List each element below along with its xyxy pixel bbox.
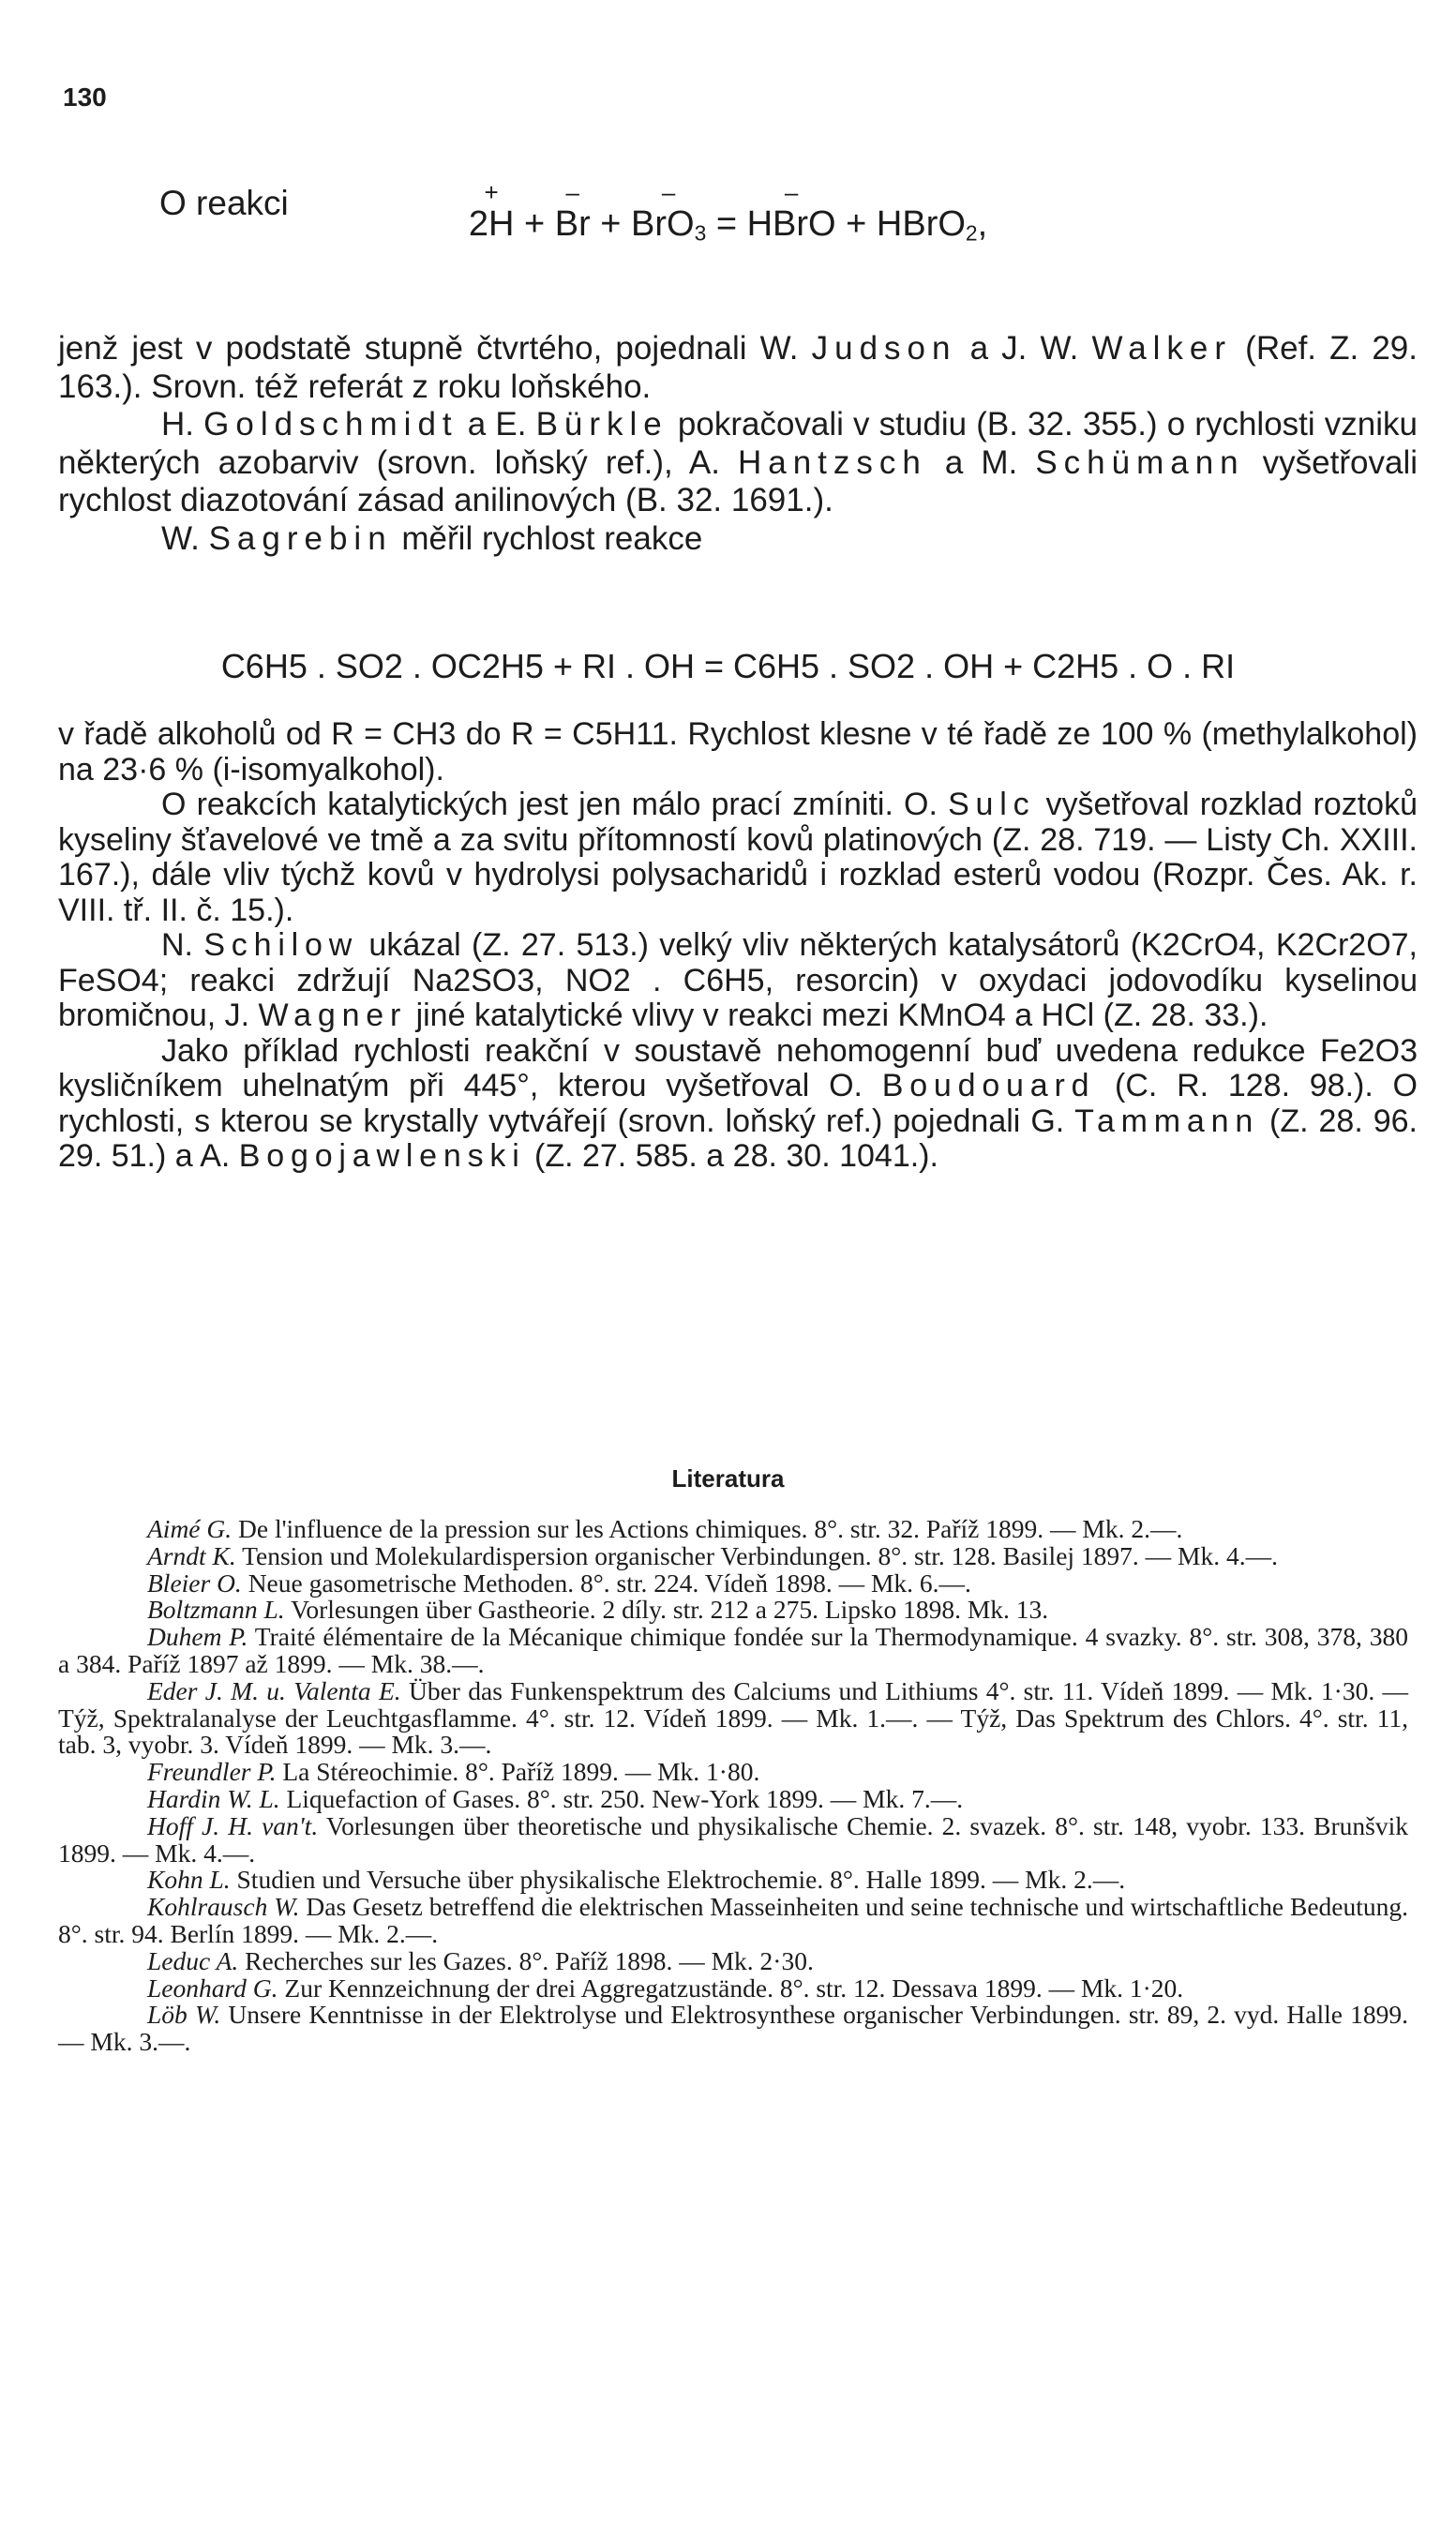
author-name: Schilow (203, 927, 359, 963)
entry-text: De l'influence de la pression sur les Actions chimiques. 8°. str. 32. Paříž 1899. — Mk. 2.—. (232, 1514, 1183, 1543)
eq1-h: + 2H (469, 204, 515, 245)
literature-entry (58, 1675, 1408, 1760)
entry-text: Das Gesetz betreffend die elektrischen Masseinheiten und seine technische und wirtschaftliche Bedeutung. 8°. str. 94. Berlín 1899. — Mk. 2.—. (58, 1892, 1408, 1948)
entry-text: Traité élémentaire de la Mécanique chimique fondée sur la Thermodynamique. 4 svazky. 8°. str. 308, 378, 380 a 384. Paříž 1897 až 1899. — Mk. 38.—. (58, 1622, 1408, 1678)
entry-author: Löb W. (147, 2000, 221, 2030)
entry-author: Kohn L. (147, 1865, 231, 1895)
author-name: Sagrebin (208, 519, 393, 557)
literature-entry (58, 1975, 1408, 2003)
author-name: Sulc (948, 787, 1036, 822)
entry-author: Boltzmann L. (147, 1595, 285, 1625)
entry-author: Hoff J. H. van't. (147, 1810, 319, 1840)
author-name: Boudouard (881, 1068, 1096, 1103)
literature-entry (58, 1516, 1408, 1543)
author-name: Tammann (1074, 1103, 1260, 1139)
section-heading: O reakci (159, 184, 289, 222)
literature-entry (58, 1597, 1408, 1624)
author-name: Bogojawlenski (238, 1138, 526, 1174)
entry-text: Vorlesungen über Gastheorie. 2 díly. str. 212 a 275. Lipsko 1898. Mk. 13. (284, 1595, 1049, 1625)
body-text-upper (58, 330, 1418, 558)
body-text-lower (58, 717, 1418, 1175)
entry-author: Bleier O. (147, 1568, 242, 1598)
reaction-equation-2: C6H5 . SO2 . OC2H5 + RI . OH = C6H5 . SO2 . OH + C2H5 . O . RI (220, 647, 1236, 685)
entry-text: Studien und Versuche über physikalische Elektrochemie. 8°. Halle 1899. — Mk. 2.—. (230, 1865, 1126, 1895)
literature-entry (58, 1624, 1408, 1678)
eq1-hbro: – HBrO (747, 204, 836, 245)
paragraph-3: W. Sagrebin měřil rychlost reakce (161, 519, 703, 557)
entry-text: Liquefaction of Gases. 8°. str. 250. New-York 1899. — Mk. 7.—. (279, 1783, 964, 1813)
entry-author: Leonhard G. (147, 1973, 278, 2003)
author-name: Schümann (1035, 443, 1245, 481)
author-name: Judson (811, 330, 957, 367)
entry-text: La Stéreochimie. 8°. Paříž 1899. — Mk. 1·80. (276, 1757, 760, 1787)
entry-text: Vorlesungen über theoretische und physikalische Chemie. 2. svazek. 8°. str. 148, vyobr. 133. Brunšvik 1899. — Mk. 4.—. (58, 1810, 1408, 1868)
entry-author: Arndt K. (147, 1540, 236, 1570)
entry-author: Duhem P. (147, 1622, 248, 1652)
entry-text: Neue gasometrische Methoden. 8°. str. 224. Vídeň 1898. — Mk. 6.—. (241, 1568, 971, 1598)
literature-entry (58, 1945, 1408, 1975)
literature-entry (58, 1810, 1408, 1868)
entry-text: Über das Funkenspektrum des Calciums und Lithiums 4°. str. 11. Vídeň 1899. — Mk. 1·30. — Týž, Spektralanalyse der Leuchtgasflamme. 4°. str. 12. Vídeň 1899. — Mk. 1.—. — Týž, Das Spektrum des Chlors. 4°. str. 11, tab. 3, vyobr. 3. Vídeň 1899. — Mk. 3.—. (58, 1675, 1408, 1760)
paragraph-6: N. Schilow ukázal (Z. 27. 513.) velký vliv některých katalysátorů (K2CrO4, K2Cr2O7, FeSO4; reakci zdržují Na2SO3, NO2 . C6H5, resorcin) v oxydaci jodovodíku kyselinou bromičnou, J. Wagner jiné katalytické vlivy v reakci mezi KMnO4 a HCl (Z. 28. 33.). (58, 927, 1418, 1033)
entry-author: Kohlrausch W. (147, 1892, 300, 1922)
page-number: 130 (63, 83, 107, 112)
entry-text: Recherches sur les Gazes. 8°. Paříž 1898. — Mk. 2·30. (238, 1945, 814, 1975)
author-name: Wagner (258, 998, 408, 1033)
paragraph-7: Jako příklad rychlosti reakční v soustavě nehomogenní buď uvedena redukce Fe2O3 kysličníkem uhelnatým při 445°, kterou vyšetřoval O. Boudouard (C. R. 128. 98.). O rychlosti, s kterou se krystally vytvářejí (srovn. loňský ref.) pojednali G. Tammann (Z. 28. 96. 29. 51.) a A. Bogojawlenski (Z. 27. 585. a 28. 30. 1041.). (58, 1032, 1418, 1174)
literature-heading: Literatura (671, 1464, 785, 1493)
entry-author: Leduc A. (147, 1945, 239, 1975)
entry-author: Eder J. M. u. Valenta E. (147, 1675, 401, 1705)
paragraph-4: v řadě alkoholů od R = CH3 do R = C5H11. Rychlost klesne v té řadě ze 100 % (methylalkohol) na 23·6 % (i-isomyalkohol). (58, 716, 1418, 788)
entry-text: Tension und Molekulardispersion organischer Verbindungen. 8°. str. 128. Basilej 1897. — Mk. 4.—. (235, 1540, 1279, 1570)
literature-entry (58, 2002, 1408, 2056)
author-name: Walker (1091, 330, 1233, 367)
author-name: Hantzsch (737, 443, 927, 481)
entry-text: Zur Kennzeichnung der drei Aggregatzustände. 8°. str. 12. Dessava 1899. — Mk. 1·20. (278, 1973, 1184, 2003)
literature-entry (58, 1570, 1408, 1598)
author-name: Bürkle (535, 406, 668, 443)
author-name: Goldschmidt (203, 406, 458, 443)
paragraph-2: H. Goldschmidt a E. Bürkle pokračovali v studiu (B. 32. 355.) o rychlosti vzniku některých azobarviv (srovn. loňský ref.), A. Hantzsch a M. Schümann vyšetřovali rychlost diazotování zásad anilinových (B. 32. 1691.). (58, 406, 1418, 518)
paragraph-1: jenž jest v podstatě stupně čtvrtého, pojednali W. Judson a J. W. Walker (Ref. Z. 29. 163.). Srovn. též referát z roku loňského. (58, 330, 1418, 405)
eq1-bro: – BrO$_3$ (631, 204, 706, 247)
literature-entry (58, 1759, 1408, 1786)
literature-entry (58, 1783, 1408, 1813)
literature-entry (58, 1867, 1408, 1894)
reaction-equation-1: + 2H + – Br + – BrO$_3$ = – HBrO + HBrO$_2$, (0, 204, 1456, 247)
entry-author: Freundler P. (147, 1757, 277, 1787)
literature-list (58, 1516, 1408, 2056)
eq1-hbro2: HBrO$_2$ (876, 204, 978, 246)
paragraph-5: O reakcích katalytických jest jen málo prací zmíniti. O. Sulc vyšetřoval rozklad roztoků kyseliny šťavelové ve tmě a za svitu přítomností kovů platinových (Z. 28. 719. — Listy Ch. XXIII. 167.), dále vliv týchž kovů v hydrolysi polysacharidů i rozklad esterů vodou (Rozpr. Čes. Ak. r. VIII. tř. II. č. 15.). (58, 787, 1418, 928)
literature-entry (58, 1894, 1408, 1948)
entry-author: Aimé G. (147, 1514, 233, 1543)
entry-text: Unsere Kenntnisse in der Elektrolyse und Elektrosynthese organischer Verbindungen. str. 89, 2. vyd. Halle 1899. — Mk. 3.—. (58, 2000, 1408, 2057)
entry-author: Hardin W. L. (147, 1783, 280, 1813)
literature-entry (58, 1540, 1408, 1570)
eq1-br: – Br (555, 204, 591, 245)
